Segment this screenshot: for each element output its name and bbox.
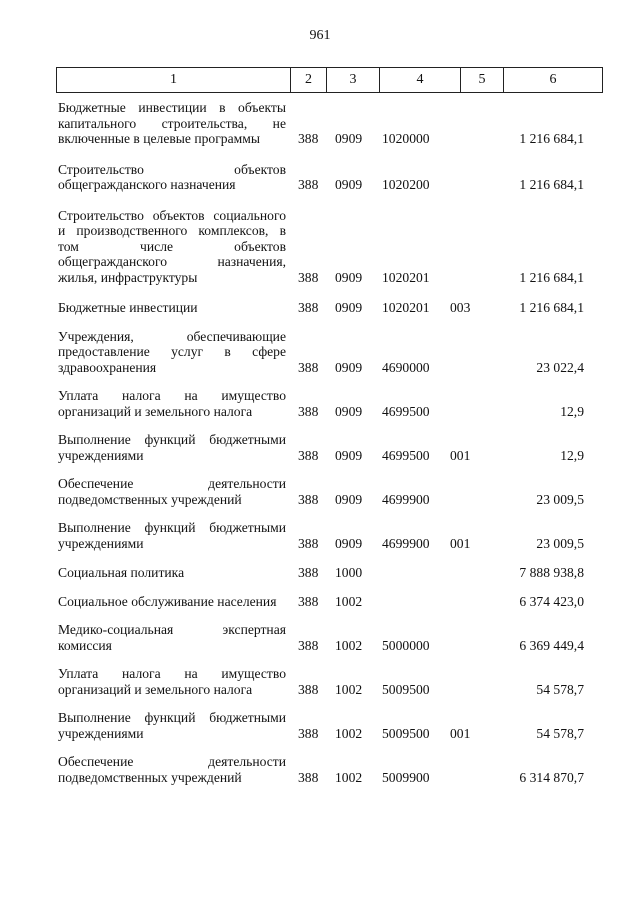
row-description-line: Медико-социальная экспертная [58,622,286,637]
row-target-code: 4699500 [382,403,430,419]
row-target-code: 1020201 [382,269,430,285]
row-description-line: Учреждения, обеспечивающие [58,328,286,344]
row-description-line: подведомственных учреждений [58,769,242,785]
row-amount: 12,9 [560,447,584,463]
row-section-code: 388 [298,565,319,580]
row-expense-type: 003 [450,300,471,315]
row-section-code: 388 [298,593,319,609]
page-number: 961 [309,28,331,43]
row-amount: 23 009,5 [536,535,584,551]
row-target-code: 5009900 [382,769,430,785]
table-row [56,565,586,581]
row-description-line: комиссия [58,637,112,653]
row-description-line: Выполнение функций бюджетными [58,520,286,535]
row-description [58,594,286,610]
row-description-line: предоставление услуг в сфере [58,344,286,359]
row-description [58,162,286,193]
row-description-line: Социальное обслуживание населения [58,593,277,609]
row-target-code: 4699900 [382,535,430,551]
row-description-line: Выполнение функций бюджетными [58,710,286,725]
row-description [58,710,286,741]
table-row [56,208,586,286]
row-description-line: учреждениями [58,535,144,551]
row-amount: 23 009,5 [536,491,584,507]
table-row [56,622,586,653]
column-header-4: 4 [380,68,461,93]
column-header-3: 3 [327,68,380,93]
table-row [56,432,586,463]
row-description-line: организаций и земельного налога [58,681,253,697]
row-subsection-code: 0909 [335,177,363,192]
row-amount: 6 369 449,4 [519,637,584,653]
row-target-code: 4699500 [382,447,430,463]
row-section-code: 388 [298,300,319,315]
row-section-code: 388 [298,269,319,285]
row-subsection-code: 0909 [335,131,363,146]
table-row [56,666,586,697]
column-header-table [56,67,603,93]
table-row [56,476,586,507]
row-description [58,622,286,653]
row-description [58,565,286,581]
row-description-line: Строительство объектов [58,161,286,177]
row-section-code: 388 [298,177,319,192]
row-description-line: Обеспечение деятельности [58,476,286,491]
row-description-line: Строительство объектов социального [58,207,286,223]
row-subsection-code: 0909 [335,269,363,285]
row-description-line: Бюджетные инвестиции в объекты [58,100,286,115]
row-description [58,520,286,551]
row-description-line: общегражданского назначения [58,177,236,192]
row-amount: 54 578,7 [536,725,584,741]
column-header-6: 6 [504,68,603,93]
table-row [56,710,586,741]
row-description [58,300,286,316]
row-description-line: здравоохранения [58,359,157,375]
row-description [58,476,286,507]
row-amount: 12,9 [560,403,584,419]
row-amount: 23 022,4 [536,359,584,375]
row-description [58,432,286,463]
row-description-line: включенные в целевые программы [58,131,260,146]
row-description-line: жилья, инфраструктуры [58,269,198,285]
row-amount: 6 314 870,7 [519,769,584,785]
row-description-line: Обеспечение деятельности [58,754,286,769]
row-expense-type: 001 [450,535,471,551]
row-subsection-code: 0909 [335,491,363,507]
row-expense-type: 001 [450,447,471,463]
row-amount: 54 578,7 [536,681,584,697]
row-subsection-code: 0909 [335,300,363,315]
row-description-line: общегражданского назначения, [58,254,286,269]
table-row [56,329,586,376]
row-section-code: 388 [298,131,319,146]
row-description-line: организаций и земельного налога [58,403,253,419]
row-description [58,666,286,697]
row-description-line: учреждениями [58,725,144,741]
row-section-code: 388 [298,769,319,785]
column-header-1: 1 [57,68,291,93]
table-row [56,388,586,419]
row-description-line: Социальная политика [58,565,185,580]
row-description-line: Уплата налога на имущество [58,388,286,403]
row-subsection-code: 1002 [335,637,363,653]
table-row [56,520,586,551]
row-subsection-code: 0909 [335,535,363,551]
row-subsection-code: 1002 [335,681,363,697]
row-subsection-code: 1000 [335,565,363,580]
row-target-code: 4699900 [382,491,430,507]
row-target-code: 5000000 [382,637,430,653]
row-amount: 7 888 938,8 [519,565,584,580]
row-target-code: 1020201 [382,300,430,315]
row-description-line: том числе объектов [58,238,286,254]
table-row [56,300,586,316]
row-amount: 1 216 684,1 [519,131,584,146]
row-description-line: учреждениями [58,447,144,463]
row-amount: 1 216 684,1 [519,300,584,315]
row-description-line: и производственного комплексов, в [58,223,286,238]
row-subsection-code: 1002 [335,725,363,741]
row-section-code: 388 [298,491,319,507]
row-description [58,208,286,286]
table-row [56,100,586,147]
row-section-code: 388 [298,403,319,419]
row-target-code: 1020000 [382,131,430,146]
row-amount: 1 216 684,1 [519,269,584,285]
row-description-line: капитального строительства, не [58,115,286,131]
row-subsection-code: 1002 [335,769,363,785]
row-section-code: 388 [298,447,319,463]
table-row [56,162,586,193]
row-subsection-code: 1002 [335,593,363,609]
row-description [58,754,286,785]
row-target-code: 4690000 [382,359,430,375]
table-row [56,754,586,785]
column-header-2: 2 [291,68,327,93]
row-description-line: Выполнение функций бюджетными [58,432,286,447]
row-target-code: 1020200 [382,177,430,192]
row-amount: 1 216 684,1 [519,177,584,192]
row-description [58,100,286,147]
row-description [58,329,286,376]
row-description-line: Уплата налога на имущество [58,666,286,681]
budget-rows [56,100,586,785]
row-amount: 6 374 423,0 [519,593,584,609]
row-section-code: 388 [298,359,319,375]
row-description [58,388,286,419]
row-section-code: 388 [298,535,319,551]
column-header-row [57,68,603,93]
column-header-5: 5 [461,68,504,93]
row-section-code: 388 [298,681,319,697]
row-target-code: 5009500 [382,725,430,741]
row-subsection-code: 0909 [335,403,363,419]
row-description-line: Бюджетные инвестиции [58,300,198,315]
row-subsection-code: 0909 [335,447,363,463]
table-row [56,594,586,610]
row-description-line: подведомственных учреждений [58,491,242,507]
row-subsection-code: 0909 [335,359,363,375]
row-section-code: 388 [298,637,319,653]
row-expense-type: 001 [450,725,471,741]
row-section-code: 388 [298,725,319,741]
row-target-code: 5009500 [382,681,430,697]
